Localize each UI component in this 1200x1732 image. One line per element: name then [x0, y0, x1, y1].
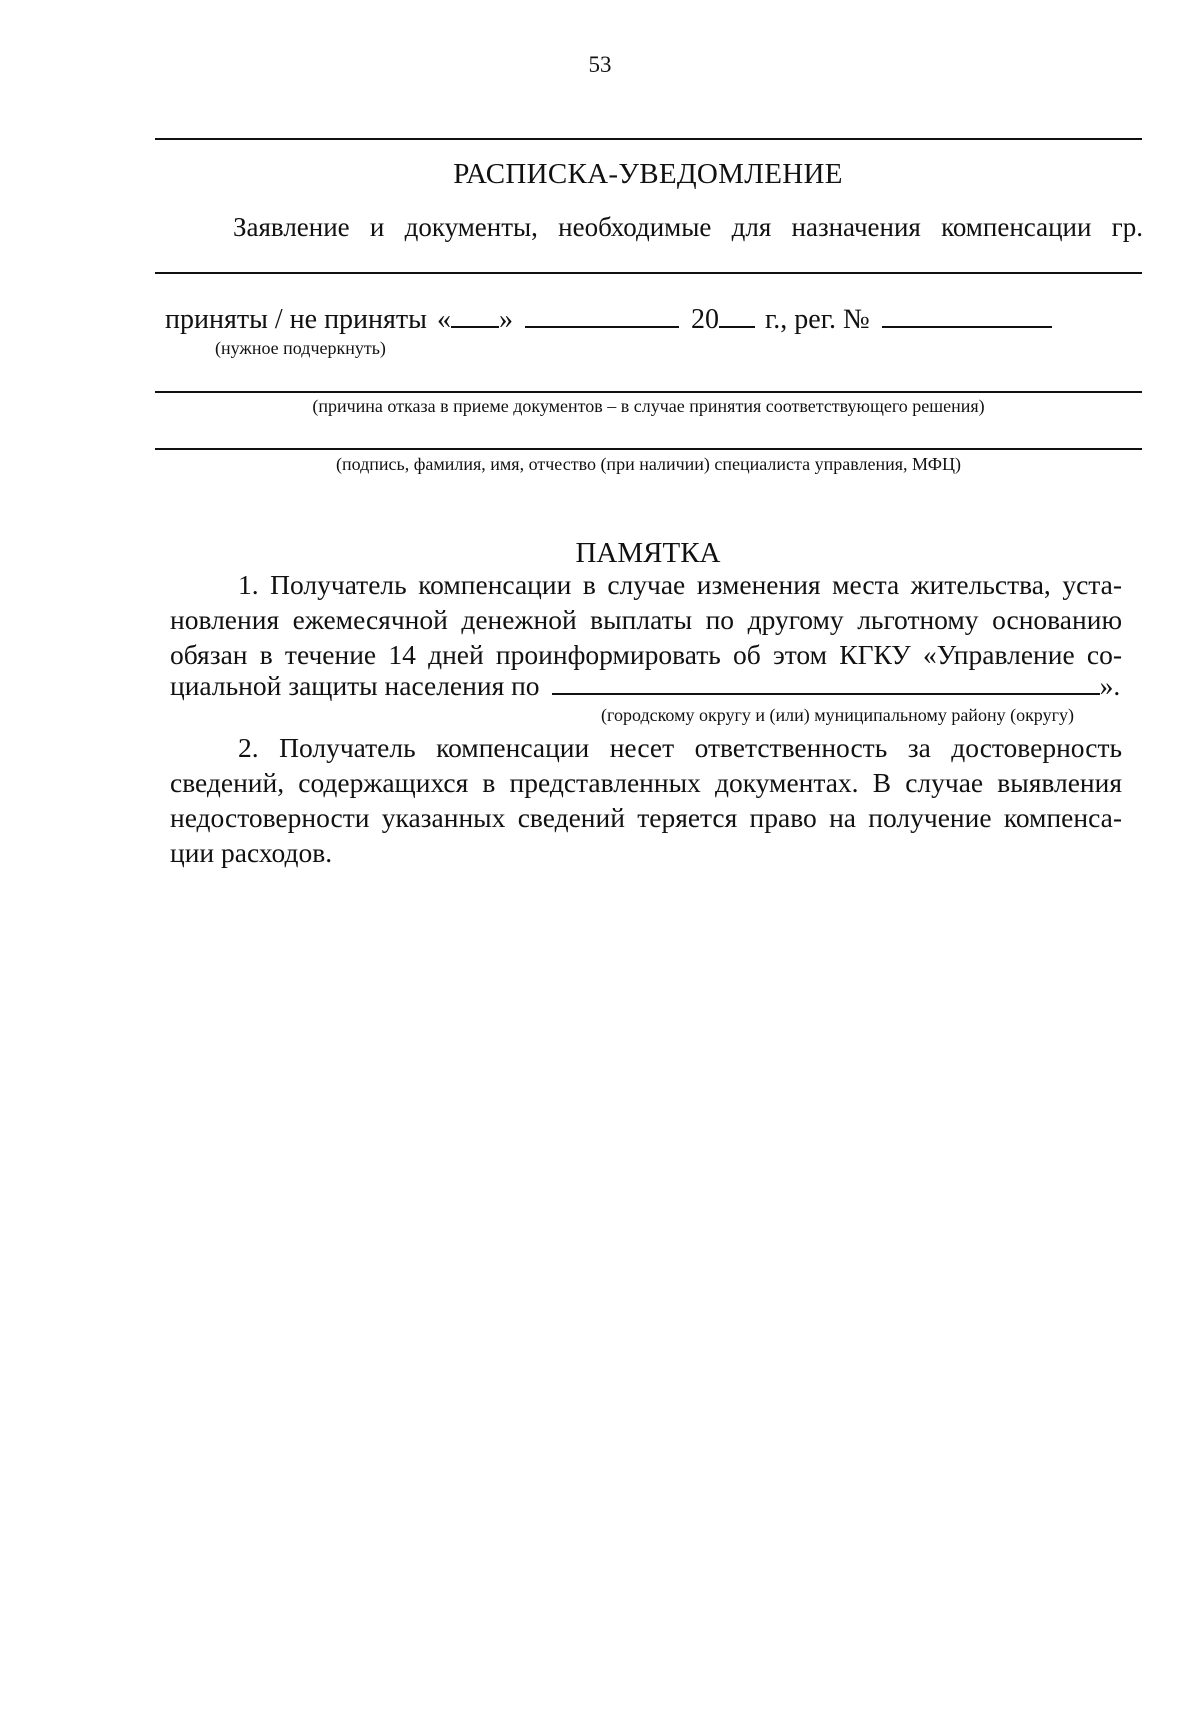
- memo-item-1-line: новления ежемесячной денежной выплаты по другому льготному основанию: [170, 604, 1122, 635]
- acceptance-row: [165, 304, 1052, 336]
- quote-open: «: [436, 304, 451, 335]
- memo-item-1-line-end: ».: [1099, 670, 1121, 701]
- applicant-name-line: [155, 272, 1142, 274]
- registration-label: г., рег. №: [764, 304, 870, 335]
- quote-close: »: [498, 304, 513, 335]
- memo-title: ПАМЯТКА: [575, 537, 721, 569]
- signature-caption: (подпись, фамилия, имя, отчество (при наличии) специалиста управления, МФЦ): [335, 454, 961, 474]
- receipt-title: РАСПИСКА-УВЕДОМЛЕНИЕ: [453, 158, 843, 190]
- year-prefix: 20: [690, 304, 719, 335]
- memo-item-2-line: сведений, содержащихся в представленных документах. В случае выявления: [170, 767, 1122, 798]
- memo-item-2: [170, 730, 1122, 870]
- memo-item-1-line: обязан в течение 14 дней проинформировать об этом КГКУ «Управление со-: [170, 639, 1122, 670]
- memo-item-2-line: ции расходов.: [170, 837, 333, 868]
- memo-item-1-district-row: [170, 670, 1120, 702]
- year-blank: [719, 304, 755, 328]
- district-blank: [552, 671, 1100, 695]
- memo-item-1-line: циальной защиты населения по: [170, 670, 540, 701]
- refusal-caption: (причина отказа в приеме документов – в случае принятия соответствующего решения): [312, 396, 985, 416]
- top-divider: [155, 138, 1142, 140]
- registration-number-blank: [882, 304, 1052, 328]
- memo-item-2-line: недостоверности указанных сведений теряется право на получение компенса-: [170, 802, 1122, 833]
- accepted-label: приняты / не приняты: [165, 304, 427, 335]
- underline-note: (нужное подчеркнуть): [215, 338, 386, 358]
- signature-line: [155, 448, 1142, 450]
- refusal-reason-line: [155, 391, 1142, 393]
- month-blank: [525, 304, 679, 328]
- receipt-statement: Заявление и документы, необходимые для назначения компенсации гр.: [233, 212, 1143, 242]
- memo-item-1-line: 1. Получатель компенсации в случае изменения места жительства, уста-: [238, 569, 1122, 600]
- page-number: 53: [588, 52, 612, 77]
- district-note: (городскому округу и (или) муниципальному району (округу): [601, 705, 1074, 725]
- day-blank: [451, 304, 499, 328]
- memo-item-1: [170, 567, 1122, 672]
- memo-item-2-line: 2. Получатель компенсации несет ответственность за достоверность: [238, 732, 1122, 763]
